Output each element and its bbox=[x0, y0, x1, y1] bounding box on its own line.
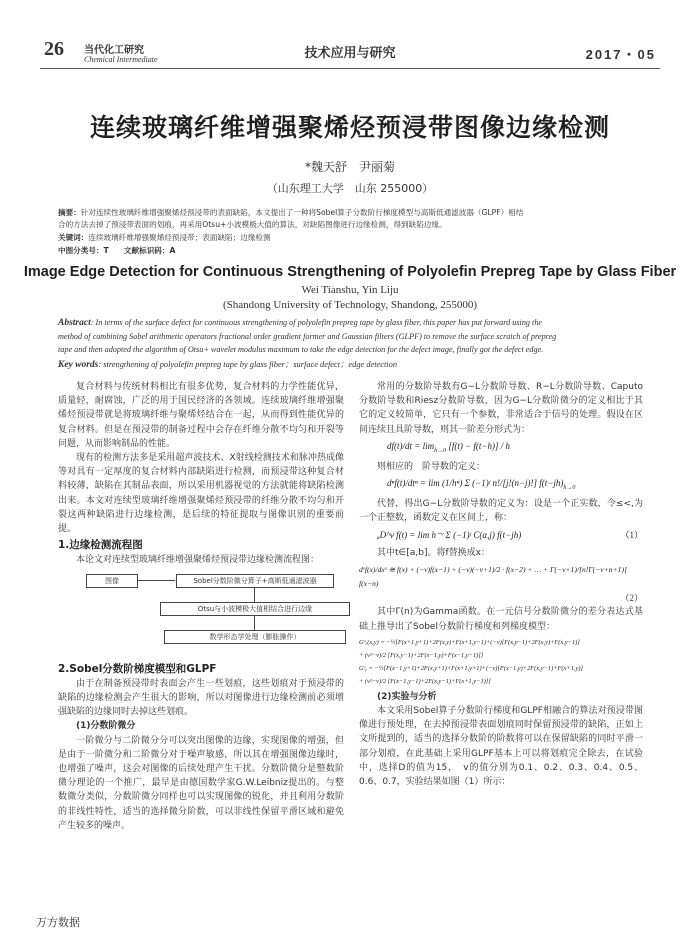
issue-number: 2017・05 bbox=[585, 47, 656, 62]
abstract-en-label: Abstract bbox=[58, 318, 91, 328]
formula-body: dⁿf(t)/dtⁿ = lim (1/hⁿ) Σ (−1)ʲ n!/[j!(n−j)!] f(t−jh) bbox=[387, 478, 564, 489]
header-divider bbox=[40, 68, 660, 69]
formula-discrete: dᵛf(x)/dxᵛ ≅ f(x) + (−v)f(x−1) + (−v)(−v+1)/2 · f(x−2) + … + Γ(−v+1)/[n!Γ(−v+n+1)] f(x−n) bbox=[359, 564, 627, 589]
authors-en: Wei Tianshu, Yin Liju bbox=[301, 284, 399, 296]
paragraph: 本文采用Sobel算子分数阶行梯度和GLPF相融合的算法对预浸带图像进行预处理，在去掉预浸带表面划痕同时保留预浸带的缺陷，正如上文所提到的，适当的选择分数阶的阶数将可以在保留缺陷的同时平滑一部分划痕，在此基础上采用GLPF基本上可以将划痕完全除去，在试验中，选择D的值为15， v的值分别为0.1、0.2、0.3、0.4、0.5、0.6、0.7，实验结果如图（1）所示： bbox=[359, 706, 643, 788]
formula-line: + (v²−v)/2 [F(x−1,y−1)+2F(x,y−1)+F(x+1,y−1)]] bbox=[359, 677, 491, 685]
subsection-heading: (1)分数阶微分 bbox=[76, 721, 136, 732]
equation-number: （2） bbox=[620, 593, 643, 604]
abstract-label: 摘要： bbox=[58, 208, 81, 217]
flow-node-image: 图像 bbox=[86, 574, 138, 588]
right-column bbox=[359, 380, 643, 789]
paragraph: 由于在制备预浸带时表面会产生一些划痕，这些划痕对于预浸带的缺陷的边缘检测会产生很大的影响，所以对图像进行边缘检测前必须增强缺陷的边缘同时去掉这些划痕。 bbox=[58, 678, 344, 718]
abstract-en bbox=[58, 316, 642, 330]
paragraph: 一阶微分与二阶微分分可以突出图像的边缘，实现图像的增强，但是由于一阶微分和二阶微分对于噪声敏感，所以其在增强图像边缘时，也增强了噪声，这会对图像的后续处理产生干扰。分数阶微分是整数阶微分理论的一个推广，最早是由德国数学家G.W.Leibniz提出的。与整数微分类似，分数阶微分同样也可以实现图像的锐化，并且利用分数阶的非线性特性，适当的选择微分阶数，可以非线性保留平滑区域和避免产生较多的噪声。 bbox=[58, 735, 344, 831]
formula-sobel-gradient bbox=[359, 636, 643, 688]
formula-lhs: df(t)/dt = lim bbox=[387, 440, 435, 451]
flowchart bbox=[58, 572, 344, 660]
abstract-cn-line-2: 合的方法去掉了预浸带表面的划痕，再采用Otsu+小波模极大值的算法，对缺陷图像进行边缘检测，得到缺陷边缘。 bbox=[58, 220, 447, 229]
subsection-heading: (2)实验与分析 bbox=[377, 691, 437, 702]
formula-line: + (v²−v)/2 [F(x,y−1)+2F(x−1,y)+F(x−1,y−1)]] bbox=[359, 651, 484, 659]
keywords-cn-text: 连续玻璃纤维增强聚烯烃预浸带；表面缺陷；边缘检测 bbox=[88, 233, 271, 242]
article-title-en: Image Edge Detection for Continuous Strengthening of Polyolefin Prepreg Tape by Glass Fiber bbox=[23, 264, 677, 280]
formula-limit: h→0 bbox=[434, 447, 447, 454]
keywords-en bbox=[58, 358, 642, 370]
keywords-en-label: Key words bbox=[58, 360, 99, 370]
formula-nth-derivative bbox=[359, 476, 643, 495]
classification: 中图分类号：T 文献标识码：A bbox=[58, 246, 176, 255]
formula-body: ₐD^v f(t) = lim h⁻ᵛ Σ (−1)ʲ C(α,j) f(t−jh) bbox=[377, 530, 522, 541]
journal-name-en: Chemical Intermediate bbox=[84, 55, 158, 64]
flow-arrow bbox=[137, 580, 175, 581]
formula-first-difference bbox=[359, 439, 643, 458]
formula-line: Gᵛₓ(x,y) = −½[F(x+1,y+1)+2F(x,y)+F(x+1,y−1)+(−v)[F(x,y−1)+2F(x,y)+F(x,y−1)] bbox=[359, 638, 580, 646]
footer-watermark: 万方数据 bbox=[36, 916, 80, 929]
section-heading-2: 2.Sobel分数阶梯度模型和GLPF bbox=[58, 662, 217, 675]
flow-node-sobel: Sobel分数阶微分算子+高斯低通滤波器 bbox=[176, 574, 334, 588]
section-heading-1: 1.边缘检测流程图 bbox=[58, 539, 143, 552]
paragraph: 常用的分数阶导数有G−L分数阶导数、R−L分数阶导数、Caputo分数阶导数和Riesz分数阶导数，因为G−L分数阶微分的定义相比于其它的定义较简单，它只有一个参数，非常适合于信号的处理。假设在区间连续且具阶导数，则其一阶差分形式为： bbox=[359, 382, 643, 435]
abstract-en-line-3: tape and then adopted the algorithm of Otsu+ wavelet modulus maximum to take the edge detection for the defect image, finally got the defect edge. bbox=[58, 345, 544, 354]
formula-rhs: [f(t) − f(t−h)] / h bbox=[448, 440, 510, 451]
equation-number: （1） bbox=[620, 530, 643, 541]
page-number: 26 bbox=[44, 38, 64, 60]
paragraph: 则相应的 阶导数的定义： bbox=[377, 461, 486, 472]
paragraph: 复合材料与传统材料相比有很多优势，复合材料的力学性能优异，质量轻，耐腐蚀，广泛的用于国民经济的各领域。连续玻璃纤维增强聚烯烃预浸带就是将玻璃纤维与聚烯烃结合在一起，从而得到性能优异的复合材料。但是在预浸带的制备过程中会存在纤维分散不均匀和开裂等问题，从而影响制品的性能。 bbox=[58, 382, 344, 449]
abstract-cn bbox=[58, 207, 642, 219]
paragraph: 其中Γ(n)为Gamma函数。在一元信号分数阶微分的差分表达式基础上推导出了Sobel分数阶行梯度和列梯度模型： bbox=[359, 607, 643, 632]
affiliation-cn: （山东理工大学 山东 255000） bbox=[266, 182, 434, 195]
flow-arrow bbox=[254, 587, 255, 602]
left-column bbox=[58, 380, 344, 833]
keywords-en-text: : strengthening of polyolefin prepreg tape by glass fiber；surface defect；edge detection bbox=[98, 360, 398, 369]
paragraph: 其中t∈[a,b]。将f替换成x： bbox=[377, 547, 490, 558]
flow-node-otsu: Otsu与小波模极大值相结合进行边缘 bbox=[160, 602, 350, 616]
authors-cn: *魏天舒 尹丽菊 bbox=[304, 160, 395, 174]
section-title: 技术应用与研究 bbox=[304, 46, 396, 61]
formula-limit: h→0 bbox=[563, 484, 576, 491]
paragraph: 现有的检测方法多是采用超声波技术、X射线检测技术和脉冲热成像等对具有一定厚度的复合材料内部缺陷进行检测，而预浸带这种复合材料较薄，缺陷在其制品表面，所以采用机器视觉的方法就能将缺陷检测出来。本文对连续型玻璃纤维增强聚烯烃预浸带的纤维分散不均匀和开裂这两种缺陷进行边缘检测，是后续的特征提取与图像识别的重要前提。 bbox=[58, 453, 344, 535]
paragraph: 代替，得出G−L分数阶导数的定义为：设是一个正实数，令≤<,为一个正整数，函数定义在区间上，称： bbox=[359, 499, 643, 524]
keywords-label: 关键词： bbox=[58, 233, 89, 242]
keywords-cn bbox=[58, 232, 642, 244]
formula-line: Gᵛᵧ = −½[F(x−1,y+1)+2F(x,y+1)+F(x+1,y+1)+(−v)[F(x−1,y)+2F(x,y−1)+F(x+1,y)] bbox=[359, 664, 583, 672]
flow-node-morphology: 数学形态学处理（膨胀操作） bbox=[164, 630, 346, 644]
journal-name-cn: 当代化工研究 bbox=[84, 45, 144, 56]
abstract-en-line-1: : In terms of the surface defect for continuous strengthening of polyolefin prepreg tape by glass fiber, this paper has put forward using the bbox=[90, 318, 543, 327]
affiliation-en: (Shandong University of Technology, Shandong, 255000) bbox=[222, 299, 478, 311]
flow-arrow bbox=[254, 615, 255, 630]
article-title-cn: 连续玻璃纤维增强聚烯烃预浸带图像边缘检测 bbox=[89, 113, 610, 142]
paragraph: 本论文对连续型玻璃纤维增强聚烯烃预浸带边缘检测流程图： bbox=[76, 555, 320, 566]
abstract-en-line-2: method of combining Sobel arithmetic operators fractional order gradient former and Gaussian filters (GLPF) to remove the surface scratch of prepreg bbox=[58, 332, 557, 341]
formula-gl-definition bbox=[359, 528, 643, 542]
abstract-cn-line-1: 针对连续性玻璃纤维增强聚烯烃预浸带的表面缺陷，本文提出了一种将Sobel算子分数阶行梯度模型与高斯低通滤波器（GLPF）相结 bbox=[80, 208, 524, 217]
